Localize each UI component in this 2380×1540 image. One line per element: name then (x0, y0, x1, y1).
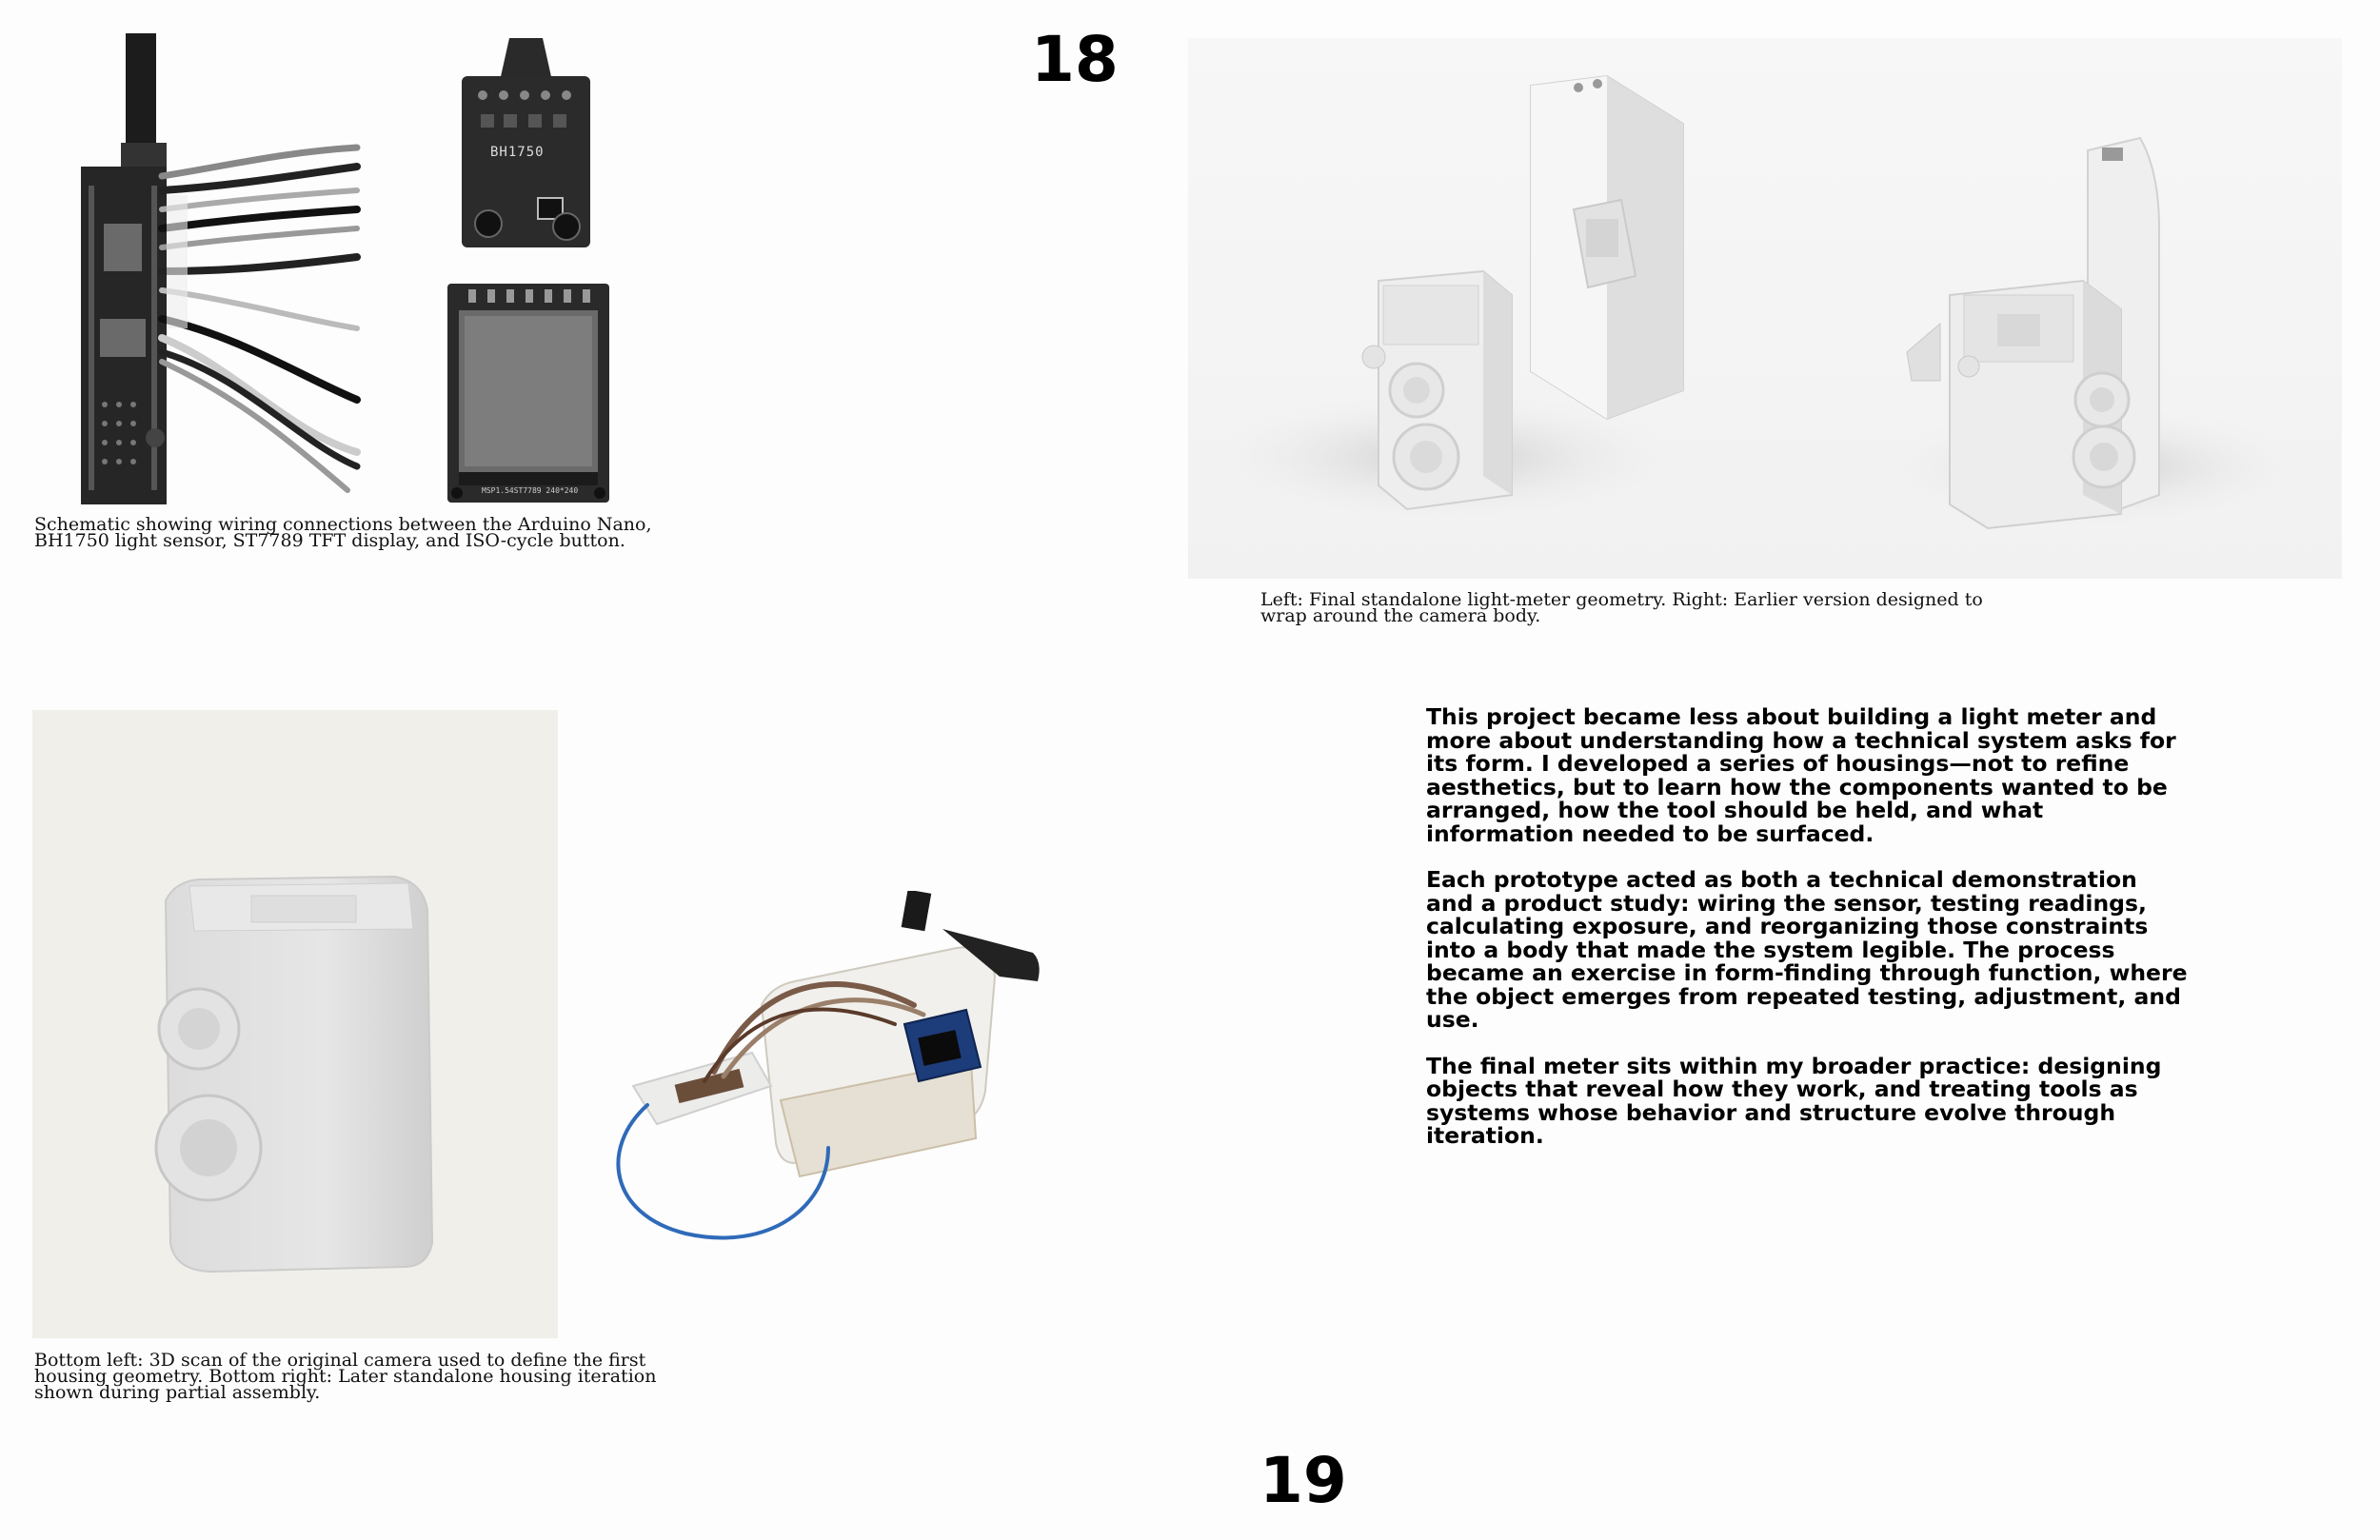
essay (1426, 705, 2188, 1171)
prototype-photo (609, 891, 1057, 1272)
scan-panel (32, 710, 558, 1338)
page-number-bottom: 19 (1259, 1444, 1347, 1517)
display-label: MSP1.54ST7789 240*240 (482, 486, 579, 495)
render-panel (1188, 38, 2342, 579)
essay-paragraph-3: The final meter sits within my broader practice: designing objects that reveal how they work, and treating tools as systems whose behavior and structure evolve through iteration. (1426, 1052, 2162, 1149)
page-number-top: 18 (1031, 23, 1119, 96)
caption-renders: Left: Final standalone light-meter geometry. Right: Earlier version designed to wrap around the camera body. (1260, 589, 1983, 626)
caption-wiring: Schematic showing wiring connections between the Arduino Nano, BH1750 light sensor, ST7789 TFT display, and ISO-cycle button. (34, 514, 652, 551)
essay-paragraph-2: Each prototype acted as both a technical demonstration and a product study: wiring the sensor, testing readings, calculating exposure, and reorganizing those constraints into a body that made the system legible. The process became an exercise in form-finding through function, where the object emerges from repeated testing, adjustment, and use. (1426, 866, 2188, 1033)
essay-paragraph-1: This project became less about building a light meter and more about understanding how a technical system asks for its form. I developed a series of housings—not to refine aesthetics, but to learn how the components wanted to be arranged, how the tool should be held, and what information needed to be surfaced. (1426, 703, 2176, 847)
wiring-photo (71, 33, 362, 509)
sensor-board-photo (462, 38, 590, 247)
tft-display-photo (447, 284, 609, 503)
sensor-label: BH1750 (490, 145, 545, 160)
caption-scan: Bottom left: 3D scan of the original camera used to define the first housing geometry. Bottom right: Later standalone housing iteration shown during partial assembly. (34, 1350, 657, 1403)
